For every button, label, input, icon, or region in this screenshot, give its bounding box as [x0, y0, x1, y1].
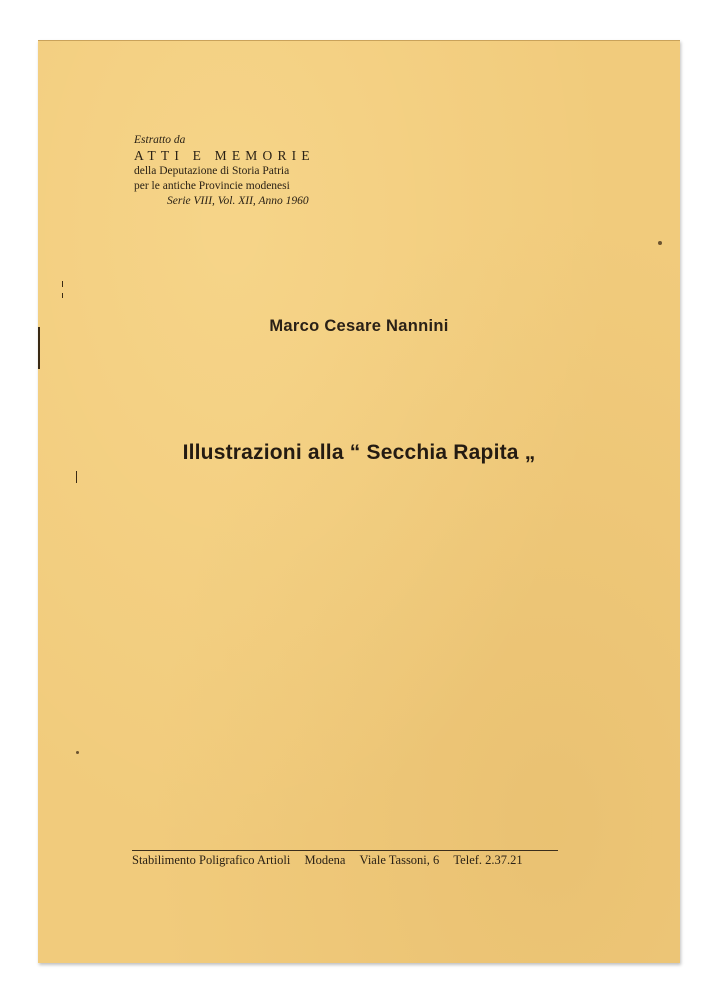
publication-title: Illustrazioni alla “ Secchia Rapita „	[182, 441, 536, 464]
offprint-header	[134, 133, 315, 209]
paper-speck	[658, 241, 662, 245]
spine-mark	[76, 471, 77, 483]
author-name: Marco Cesare Nannini	[269, 317, 449, 335]
header-extract-label: Estratto da	[134, 134, 186, 146]
spine-mark	[62, 293, 63, 298]
printer-phone: Telef. 2.37.21	[453, 853, 523, 867]
printer-rule	[132, 850, 558, 851]
booklet-cover	[38, 40, 680, 963]
spine-mark	[62, 281, 63, 287]
printer-imprint	[132, 853, 523, 868]
paper-speck	[76, 751, 79, 754]
header-series-info: Serie VIII, Vol. XII, Anno 1960	[167, 195, 309, 207]
printer-name: Stabilimento Poligrafico Artioli	[132, 853, 291, 867]
header-publisher-line1: della Deputazione di Storia Patria	[134, 165, 290, 177]
header-journal-title: ATTI E MEMORIE	[134, 148, 315, 163]
printer-address: Viale Tassoni, 6	[359, 853, 440, 867]
printer-city: Modena	[304, 853, 346, 867]
header-publisher-line2: per le antiche Provincie modenesi	[134, 180, 290, 192]
